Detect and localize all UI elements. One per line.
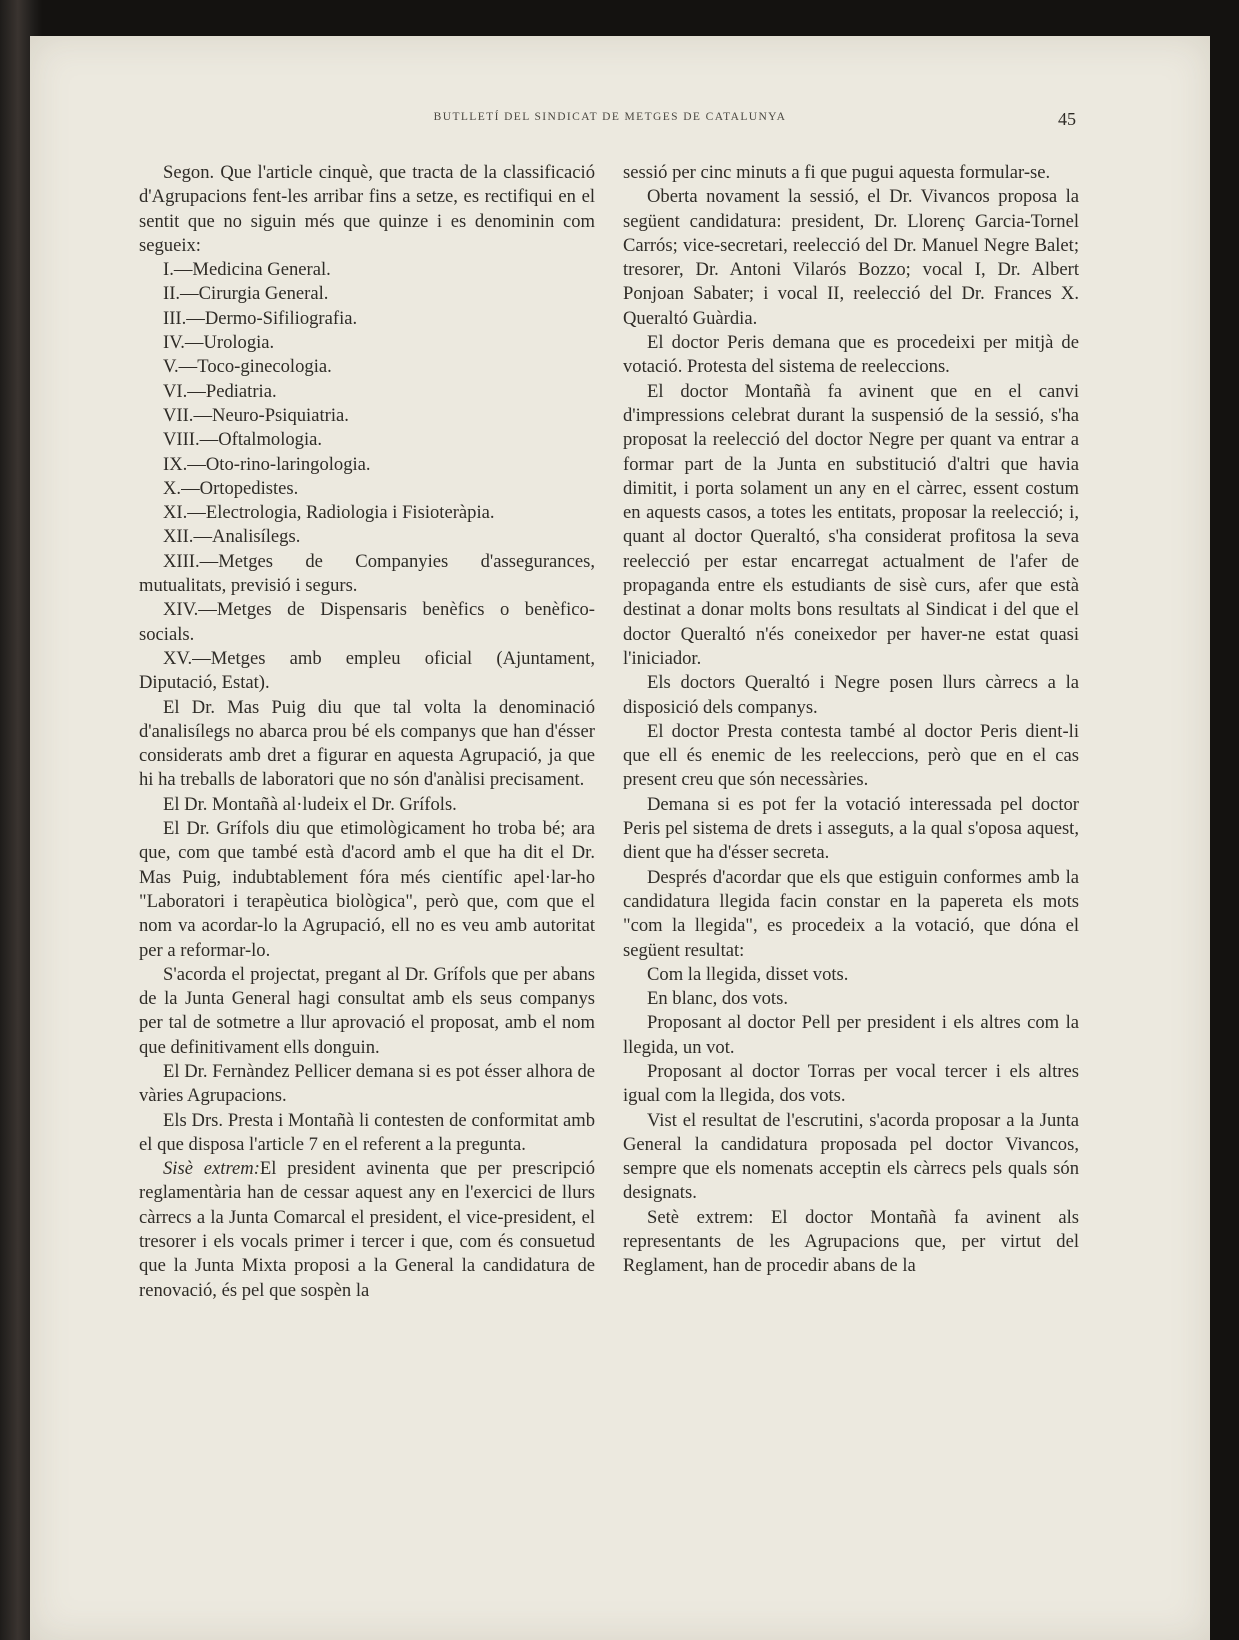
paragraph: Proposant al doctor Pell per president i els altres com la llegida, un vot. (623, 1012, 1079, 1058)
paragraph: sessió per cinc minuts a fi que pugui aquesta formular-se. (623, 162, 1051, 183)
paragraph: Demana si es pot fer la votació interessada pel doctor Peris pel sistema de drets i asseguts, a la qual s'oposa aquest, dient que ha d'ésser secreta. (623, 793, 1079, 864)
paragraph: Els Drs. Presta i Montañà li contesten de conformitat amb el que disposa l'article 7 en el referent a la pregunta. (139, 1109, 595, 1155)
paragraph: Segon. Que l'article cinquè, que tracta de la classificació d'Agrupacions fent-les arribar fins a setze, es rectifiqui en el sentit que no siguin més que quinze i es denominin com segueix: (139, 162, 595, 256)
section-lead: Sisè extrem: (163, 1158, 260, 1180)
paragraph: El Dr. Montañà al·ludeix el Dr. Grífols. (163, 793, 457, 815)
list-item: XI.—Electrologia, Radiologia i Fisioteràpia. (163, 502, 495, 524)
list-item: X.—Ortopedistes. (163, 477, 299, 499)
paragraph-text: El president avinenta que per prescripció reglamentària han de cessar aquest any en l'exercici de llurs càrrecs a la Junta Comarcal el president, el vice-president, el tresorer i els vocals primer i tercer i que, com és consuetud que la Junta Mixta proposi a la General la candidatura de renovació, és pel que sospèn la (139, 1158, 595, 1301)
list-item: XIII.—Metges de Companyies d'assegurances, mutualitats, previsió i segurs. (139, 550, 595, 597)
paragraph: S'acorda el projectat, pregant al Dr. Grífols que per abans de la Junta General hagi consultat amb els seus companys per tal de sotmetre a llur aprovació el proposat, amb el nom que definitivament ells donguin. (139, 963, 595, 1058)
right-column (623, 161, 1079, 1279)
list-item: XIV.—Metges de Dispensaris benèfics o benèfico-socials. (139, 599, 595, 645)
list-item: III.—Dermo-Sifiliografia. (163, 307, 358, 329)
paragraph: Setè extrem: El doctor Montañà fa avinent als representants de les Agrupacions que, per virtut del Reglament, han de procedir abans de la (623, 1206, 1079, 1277)
paragraph: El Dr. Mas Puig diu que tal volta la denominació d'analisílegs no abarca prou bé els companys que han d'ésser considerats amb dret a figurar en aquesta Agrupació, ja que hi ha treballs de laboratori que no són d'anàlisi precisament. (139, 696, 595, 791)
paragraph: Proposant al doctor Torras per vocal tercer i els altres igual com la llegida, dos vots. (623, 1060, 1079, 1107)
list-item: VIII.—Oftalmologia. (163, 429, 323, 451)
list-item: VII.—Neuro-Psiquiatria. (163, 404, 349, 426)
list-item: XV.—Metges amb empleu oficial (Ajuntament, Diputació, Estat). (139, 647, 595, 694)
paragraph: El Dr. Fernàndez Pellicer demana si es pot ésser alhora de vàries Agrupacions. (139, 1060, 595, 1107)
running-header: BUTLLETÍ DEL SINDICAT DE METGES DE CATALUNYA (433, 111, 787, 123)
paragraph: Oberta novament la sessió, el Dr. Vivancos proposa la següent candidatura: president, Dr. Llorenç Garcia-Tornel Carrós; vice-secretari, reelecció del Dr. Manuel Negre Balet; tresorer, Dr. Antoni Vilarós Bozzo; vocal I, Dr. Albert Ponjoan Sabater; i vocal II, reelecció del Dr. Frances X. Queraltó Guàrdia. (623, 186, 1079, 329)
list-item: II.—Cirurgia General. (163, 283, 329, 305)
paragraph: El Dr. Grífols diu que etimològicament ho troba bé; ara que, com que també està d'acord amb el que ha dit el Dr. Mas Puig, indubtablement fóra més científic apel·lar-ho "Laboratori i terapèutica biològica", però que, com que el nom va acordar-lo la Agrupació, ell no es veu amb autoritat per a reformar-lo. (139, 818, 595, 961)
paragraph: El doctor Montañà fa avinent que en el canvi d'impressions celebrat durant la suspensió de la sessió, s'ha proposat la reelecció del doctor Negre per quant va entrar a formar part de la Junta en substitució d'altri que havia dimitit, i porta solament un any en el càrrec, essent costum en aquests casos, a totes les entitats, proposar la reelecció; i, quant al doctor Queraltó, s'ha considerat profitosa la seva reelecció per estar encarregat actualment de l'afer de propaganda entre els estudiants de sisè curs, afer que està destinat a donar molts bons resultats al Sindicat i del que el doctor Queraltó n'és coneixedor per haver-ne estat quasi l'iniciador. (623, 380, 1079, 669)
paragraph (139, 1157, 595, 1303)
paragraph: El doctor Peris demana que es procedeixi per mitjà de votació. Protesta del sistema de reeleccions. (623, 332, 1079, 378)
left-column (139, 161, 595, 1303)
paragraph: Després d'acordar que els que estiguin conformes amb la candidatura llegida facin constar en la papereta els mots "com la llegida", es procedeix a la votació, que dóna el següent resultat: (623, 866, 1079, 961)
paragraph: En blanc, dos vots. (647, 988, 788, 1010)
paragraph: Els doctors Queraltó i Negre posen llurs càrrecs a la disposició dels companys. (623, 672, 1079, 718)
list-item: I.—Medicina General. (163, 259, 331, 281)
paragraph: El doctor Presta contesta també al doctor Peris dient-li que ell és enemic de les reeleccions, però que en el cas present creu que són necessàries. (623, 720, 1079, 791)
list-item: IX.—Oto-rino-laringologia. (163, 453, 371, 475)
page-number: 45 (1058, 109, 1076, 129)
list-item: IV.—Urologia. (163, 332, 275, 354)
list-item: XII.—Analisílegs. (163, 526, 301, 548)
paragraph: Com la llegida, disset vots. (647, 963, 849, 985)
list-item: VI.—Pediatria. (163, 380, 277, 402)
paragraph: Vist el resultat de l'escrutini, s'acorda proposar a la Junta General la candidatura proposada pel doctor Vivancos, sempre que els nomenats acceptin els càrrecs pels quals són designats. (623, 1109, 1079, 1204)
list-item: V.—Toco-ginecologia. (163, 356, 332, 378)
